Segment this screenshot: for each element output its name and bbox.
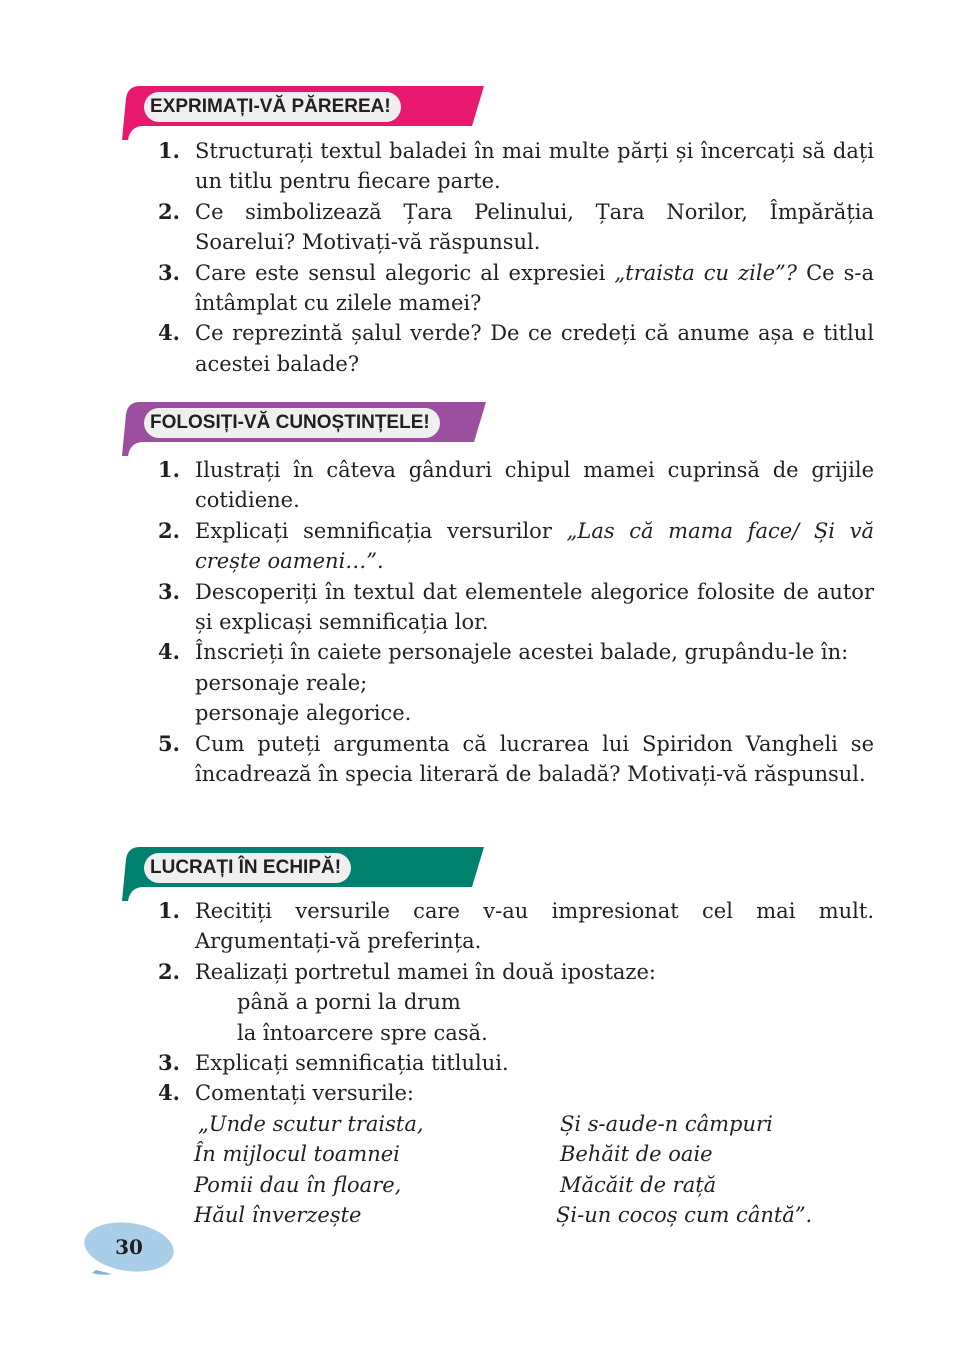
item-text: Cum puteți argumenta că lucrarea lui Spiridon Vangheli se încadrează în specia literară de baladă? Motivați-vă răspunsul. [195, 731, 874, 787]
sub-item: până a porni la drum [237, 990, 461, 1015]
item-text: Înscrieți în caiete personajele acestei balade, grupându-le în: [195, 640, 849, 665]
item-number: 3. [158, 578, 180, 604]
item-number: 4. [158, 1080, 180, 1106]
item-text: Ce simbolizează Țara Pelinului, Țara Norilor, Împărăția Soarelui? Motivați-vă răspunsul. [195, 199, 874, 255]
section-title: LUCRAȚI ÎN ECHIPĂ! [144, 853, 351, 883]
poem-line-left: În mijlocul toamnei [194, 1142, 400, 1167]
list-item [158, 577, 874, 638]
item-number: 5. [158, 730, 180, 756]
item-number: 1. [158, 138, 180, 163]
item-text: Recitiți versurile care v-au impresionat cel mai mult. Argumentați-vă preferința. [195, 899, 874, 954]
item-text: Explicați semnificația titlului. [195, 1051, 509, 1076]
item-number: 1. [158, 898, 180, 923]
poem-line-left: Pomii dau în floare, [194, 1172, 402, 1197]
poem-line-right: Și s-aude-n câmpuri [560, 1112, 773, 1136]
question-list-folositi [158, 455, 874, 789]
item-number: 2. [158, 958, 180, 984]
item-number: 3. [158, 259, 180, 285]
list-item [158, 729, 874, 790]
item-number: 4. [158, 320, 180, 346]
list-item [158, 1048, 874, 1078]
page-number: 30 [115, 1235, 143, 1259]
list-item [158, 1078, 874, 1108]
list-item [158, 197, 874, 258]
item-text: Descoperiți în textul dat elementele alegorice folosite de autor și explicași semnificația lor. [195, 579, 874, 635]
item-text: Comentați versurile: [195, 1081, 414, 1106]
item-number: 3. [158, 1050, 180, 1076]
item-text-part: Ce s-a întâmplat cu zilele mamei? [195, 260, 874, 316]
poem-line-left: „Unde scutur traista, [198, 1112, 424, 1136]
list-item [158, 318, 874, 379]
list-item [158, 957, 874, 1048]
item-number: 2. [158, 198, 180, 224]
section-title: FOLOSIȚI-VĂ CUNOȘTINȚELE! [144, 408, 440, 438]
section-title: EXPRIMAȚI-VĂ PĂREREA! [144, 92, 401, 122]
item-text-italic: „traista cu zile”? [614, 260, 798, 285]
item-text [195, 516, 874, 577]
item-text-part: Care este sensul alegoric al expresiei [195, 260, 615, 285]
poem-row [194, 1200, 874, 1230]
item-text: Realizați portretul mamei în două ipostaze: [195, 959, 656, 984]
list-item [158, 637, 874, 728]
list-item [158, 516, 874, 577]
poem-line-left: Hăul înverzește [194, 1203, 362, 1228]
item-text: Ilustrați în câteva gânduri chipul mamei cuprinsă de grijile cotidiene. [195, 458, 874, 513]
item-text: Ce reprezintă șalul verde? De ce credeți că anume așa e titlul acestei balade? [195, 321, 874, 376]
item-text-italic: „Las că mama face/ Și vă crește oameni…”. [195, 518, 874, 574]
sub-item: personaje alegorice. [195, 701, 412, 726]
question-list-exprimati [158, 136, 874, 379]
sub-item: personaje reale; [195, 670, 368, 695]
poem-line-right: Măcăit de rață [560, 1172, 717, 1197]
page-number-badge [82, 1218, 176, 1278]
poem-row [194, 1170, 874, 1200]
item-number: 1. [158, 457, 180, 482]
question-list-lucrati [158, 896, 874, 1109]
poem-row [194, 1139, 874, 1169]
poem-row [194, 1109, 874, 1139]
item-number: 4. [158, 639, 180, 665]
poem-verses [194, 1109, 874, 1231]
item-text [195, 258, 874, 319]
list-item [158, 258, 874, 319]
poem-line-right: Behăit de oaie [560, 1142, 713, 1167]
item-text-part: Explicați semnificația versurilor [195, 518, 567, 543]
list-item [158, 136, 874, 197]
item-text: Structurați textul baladei în mai multe părți și încercați să dați un titlu pentru fiecare parte. [195, 139, 874, 194]
sub-item: la întoarcere spre casă. [237, 1020, 488, 1045]
list-item [158, 896, 874, 957]
poem-line-right: Și-un cocoș cum cântă”. [556, 1203, 813, 1228]
item-number: 2. [158, 517, 180, 543]
list-item [158, 455, 874, 516]
